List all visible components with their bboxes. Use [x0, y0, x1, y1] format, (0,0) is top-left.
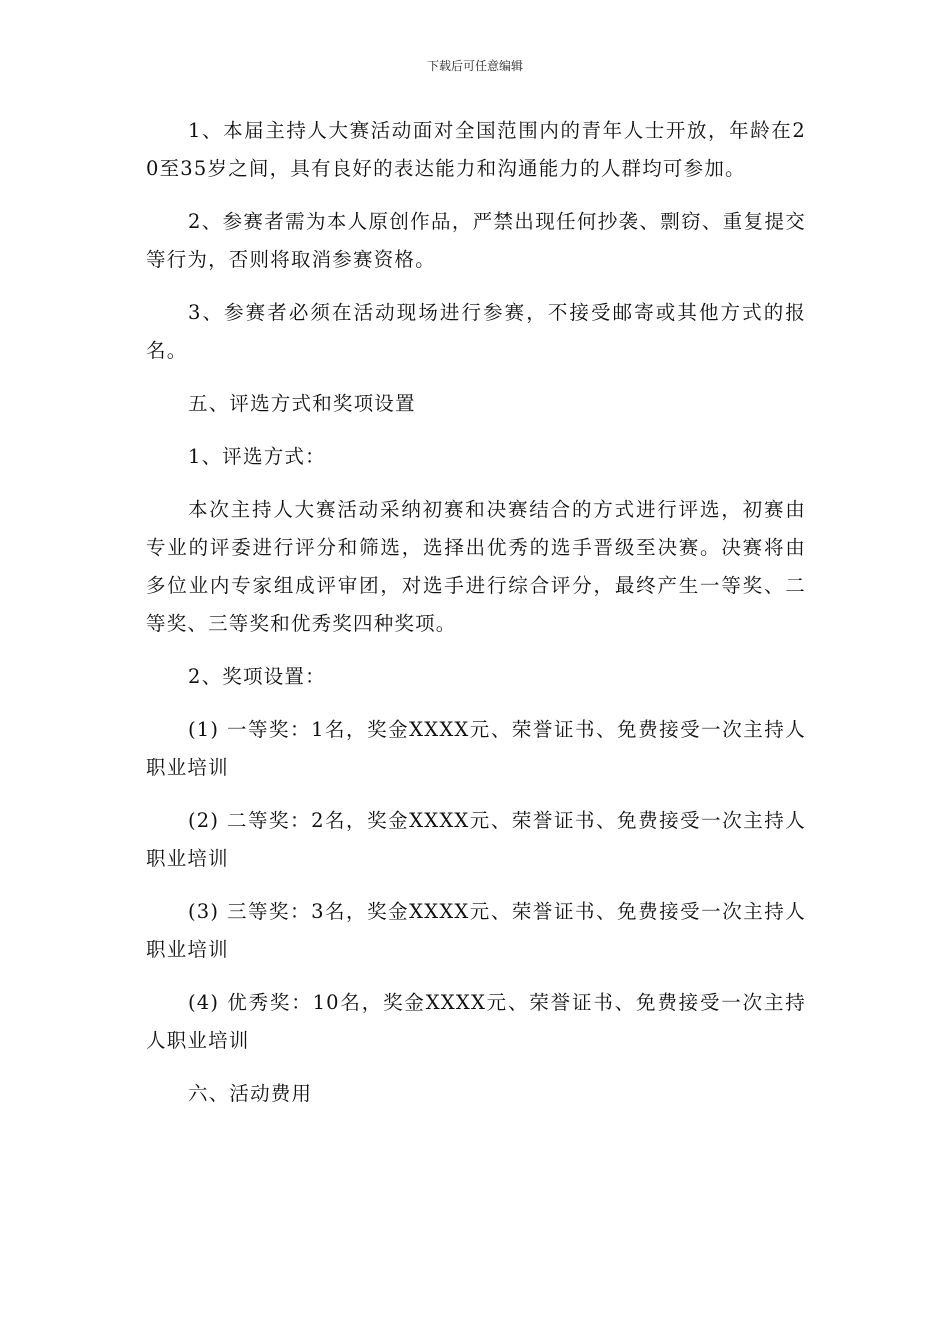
- award-first-prize: (1) 一等奖：1名，奖金XXXX元、荣誉证书、免费接受一次主持人职业培训: [146, 718, 806, 779]
- section-heading-selection-awards: 五、评选方式和奖项设置: [188, 392, 416, 415]
- document-body: [146, 112, 806, 1128]
- subheading-selection-method: 1、评选方式：: [188, 445, 326, 468]
- award-second-prize: (2) 二等奖：2名，奖金XXXX元、荣誉证书、免费接受一次主持人职业培训: [146, 809, 806, 870]
- award-third-prize: (3) 三等奖：3名，奖金XXXX元、荣誉证书、免费接受一次主持人职业培训: [146, 900, 806, 961]
- paragraph-onsite: 3、参赛者必须在活动现场进行参赛，不接受邮寄或其他方式的报名。: [146, 301, 806, 362]
- paragraph-selection-method: 本次主持人大赛活动采纳初赛和决赛结合的方式进行评选，初赛由专业的评委进行评分和筛选，选择出优秀的选手晋级至决赛。决赛将由多位业内专家组成评审团，对选手进行综合评分，最终产生一等奖、二等奖、三等奖和优秀奖四种奖项。: [146, 498, 806, 635]
- award-excellence-prize: (4) 优秀奖：10名，奖金XXXX元、荣誉证书、免费接受一次主持人职业培训: [146, 991, 806, 1052]
- paragraph-eligibility: 1、本届主持人大赛活动面对全国范围内的青年人士开放，年龄在20至35岁之间，具有良好的表达能力和沟通能力的人群均可参加。: [146, 119, 806, 180]
- paragraph-originality: 2、参赛者需为本人原创作品，严禁出现任何抄袭、剽窃、重复提交等行为，否则将取消参赛资格。: [146, 210, 806, 271]
- section-heading-activity-fees: 六、活动费用: [188, 1082, 313, 1105]
- page-header: 下载后可任意编辑: [426, 59, 523, 73]
- subheading-award-setup: 2、奖项设置：: [188, 665, 326, 688]
